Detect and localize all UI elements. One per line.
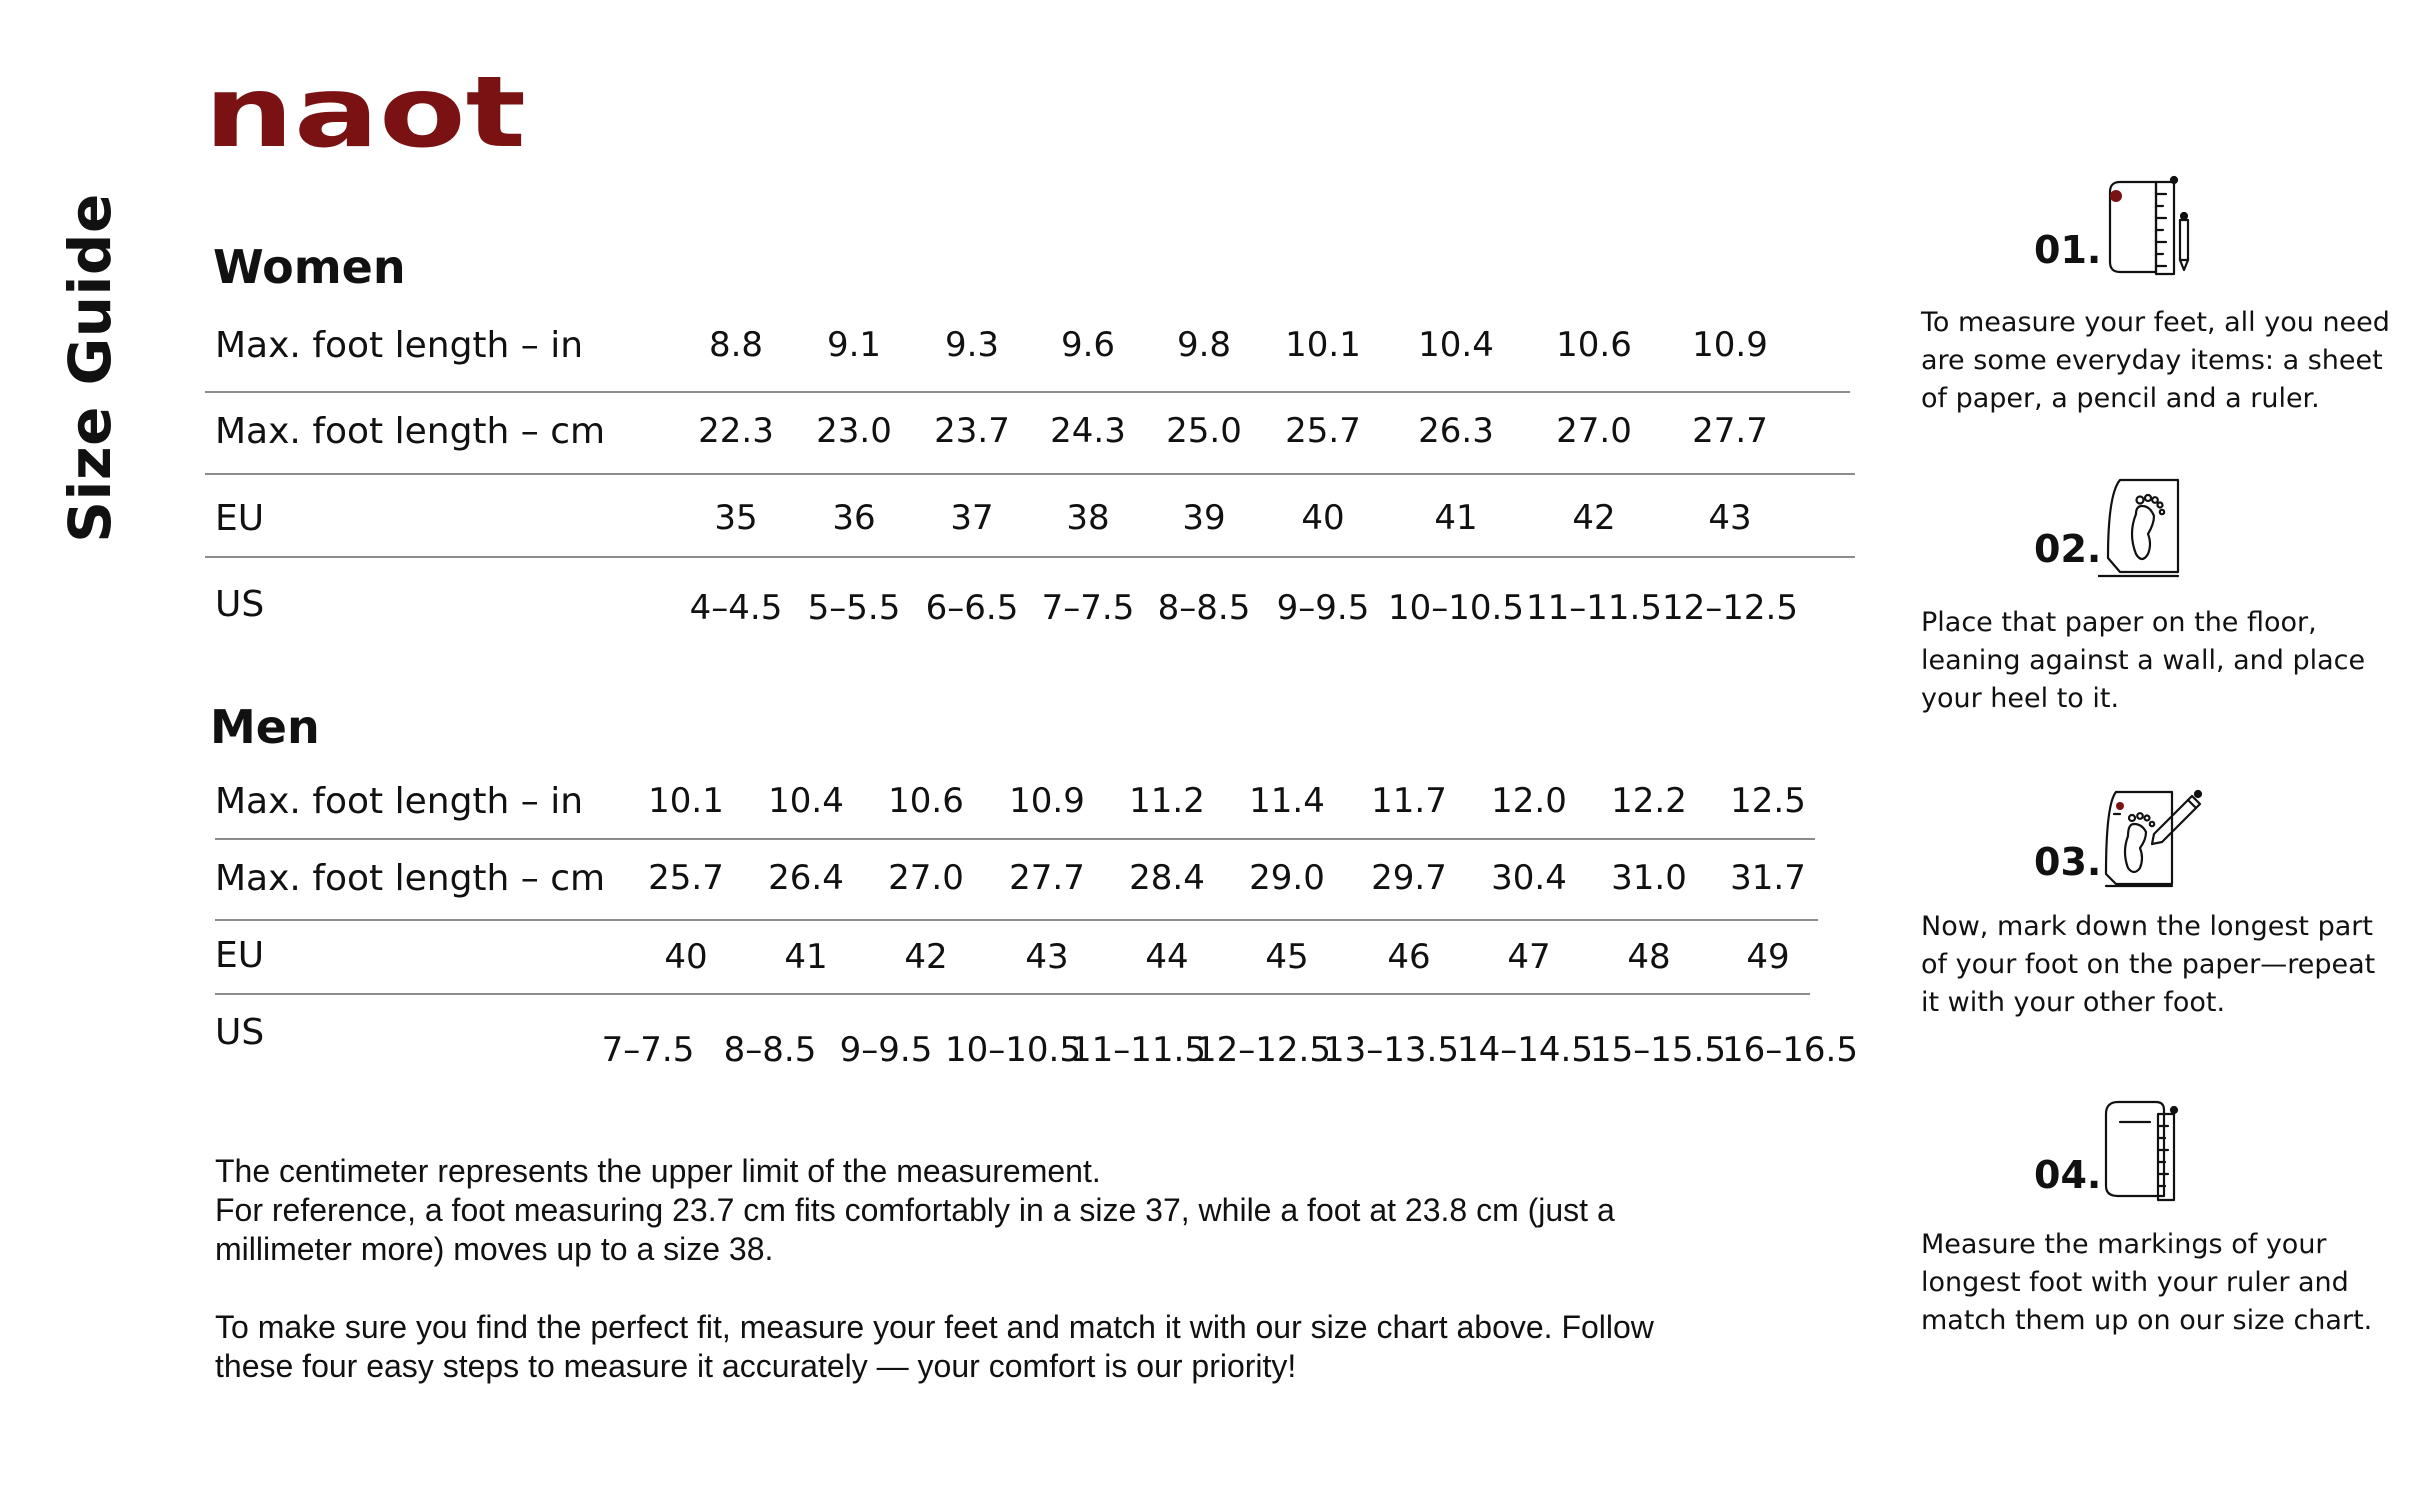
men-cell: 9–9.5 xyxy=(839,1030,933,1070)
men-cell: 47 xyxy=(1507,937,1551,977)
women-cell: 12–12.5 xyxy=(1662,588,1798,628)
men-cell: 10.4 xyxy=(768,781,844,821)
note-line: The centimeter represents the upper limit of the measurement. xyxy=(215,1153,1101,1189)
women-cell: 23.0 xyxy=(816,411,892,451)
women-cell: 42 xyxy=(1572,498,1616,538)
men-cell: 12–12.5 xyxy=(1195,1030,1331,1070)
step-description xyxy=(1921,1226,2372,1340)
women-section-title: Women xyxy=(213,240,406,294)
step-text-line: To measure your feet, all you need xyxy=(1921,307,2390,338)
step-text-line: are some everyday items: a sheet xyxy=(1921,345,2383,376)
men-cell: 49 xyxy=(1746,937,1790,977)
men-cell: 26.4 xyxy=(768,858,844,898)
women-row-label: Max. foot length – cm xyxy=(215,411,606,452)
men-cell: 41 xyxy=(784,937,828,977)
men-cell: 13–13.5 xyxy=(1323,1030,1459,1070)
foot-on-paper-icon xyxy=(2098,474,2198,588)
note-line: To make sure you find the perfect fit, measure your feet and match it with our size chart above. Follow xyxy=(215,1309,1654,1345)
step-text-line: of paper, a pencil and a ruler. xyxy=(1921,383,2320,414)
men-cell: 11.4 xyxy=(1249,781,1325,821)
women-cell: 9.8 xyxy=(1176,325,1232,365)
women-cell: 10–10.5 xyxy=(1388,588,1524,628)
women-cell: 4–4.5 xyxy=(689,588,783,628)
men-cell: 8–8.5 xyxy=(723,1030,817,1070)
women-cell: 25.0 xyxy=(1166,411,1242,451)
women-cell: 38 xyxy=(1066,498,1110,538)
women-cell: 10.4 xyxy=(1418,325,1494,365)
men-cell: 15–15.5 xyxy=(1590,1030,1726,1070)
men-cell: 27.7 xyxy=(1009,858,1085,898)
paper-pencil-ruler-icon xyxy=(2100,172,2200,286)
women-row-label: US xyxy=(215,584,265,625)
table-divider xyxy=(215,838,1815,840)
men-cell: 10.6 xyxy=(888,781,964,821)
women-cell: 37 xyxy=(950,498,994,538)
women-cell: 8–8.5 xyxy=(1157,588,1251,628)
table-divider xyxy=(205,556,1855,558)
step-number: 03. xyxy=(2034,840,2102,884)
step-description xyxy=(1921,304,2390,418)
men-cell: 10.1 xyxy=(648,781,724,821)
men-row-label: Max. foot length – cm xyxy=(215,858,606,899)
men-cell: 12.2 xyxy=(1611,781,1687,821)
step-number: 04. xyxy=(2034,1153,2102,1197)
women-row-label: EU xyxy=(215,498,265,539)
step-description xyxy=(1921,604,2365,718)
women-cell: 27.7 xyxy=(1692,411,1768,451)
page-title: Size Guide xyxy=(56,193,124,543)
men-cell: 12.0 xyxy=(1491,781,1567,821)
women-cell: 40 xyxy=(1301,498,1345,538)
men-cell: 25.7 xyxy=(648,858,724,898)
men-cell: 44 xyxy=(1145,937,1189,977)
women-cell: 8.8 xyxy=(708,325,764,365)
men-cell: 30.4 xyxy=(1491,858,1567,898)
men-cell: 31.0 xyxy=(1611,858,1687,898)
svg-text:naot: naot xyxy=(204,66,526,154)
step-text-line: leaning against a wall, and place xyxy=(1921,645,2366,676)
men-cell: 11–11.5 xyxy=(1070,1030,1206,1070)
women-cell: 9.3 xyxy=(944,325,1000,365)
men-cell: 11.7 xyxy=(1371,781,1447,821)
women-cell: 39 xyxy=(1182,498,1226,538)
men-cell: 45 xyxy=(1265,937,1309,977)
women-cell: 6–6.5 xyxy=(925,588,1019,628)
women-cell: 35 xyxy=(714,498,758,538)
step-text-line: Measure the markings of your xyxy=(1921,1229,2327,1260)
men-section-title: Men xyxy=(210,700,320,754)
men-cell: 43 xyxy=(1025,937,1069,977)
women-cell: 25.7 xyxy=(1285,411,1361,451)
women-cell: 9.6 xyxy=(1060,325,1116,365)
paper-ruler-icon xyxy=(2096,1096,2196,1210)
men-cell: 14–14.5 xyxy=(1457,1030,1593,1070)
women-cell: 43 xyxy=(1708,498,1752,538)
men-cell: 10–10.5 xyxy=(945,1030,1081,1070)
men-cell: 10.9 xyxy=(1009,781,1085,821)
women-cell: 23.7 xyxy=(934,411,1010,451)
women-cell: 10.6 xyxy=(1556,325,1632,365)
women-cell: 10.1 xyxy=(1285,325,1361,365)
men-row-label: Max. foot length – in xyxy=(215,781,584,822)
men-cell: 16–16.5 xyxy=(1722,1030,1858,1070)
men-cell: 31.7 xyxy=(1730,858,1806,898)
women-row-label: Max. foot length – in xyxy=(215,325,584,366)
men-cell: 29.7 xyxy=(1371,858,1447,898)
note-line: millimeter more) moves up to a size 38. xyxy=(215,1231,774,1267)
men-cell: 27.0 xyxy=(888,858,964,898)
men-row-label: EU xyxy=(215,935,265,976)
table-divider xyxy=(215,993,1810,995)
men-cell: 40 xyxy=(664,937,708,977)
naot-logo xyxy=(204,66,534,158)
women-cell: 41 xyxy=(1434,498,1478,538)
women-cell: 10.9 xyxy=(1692,325,1768,365)
step-text-line: Place that paper on the floor, xyxy=(1921,607,2317,638)
step-text-line: longest foot with your ruler and xyxy=(1921,1267,2349,1298)
note-line: these four easy steps to measure it accurately — your comfort is our priority! xyxy=(215,1348,1297,1384)
table-divider xyxy=(205,473,1855,475)
foot-marking-pencil-icon xyxy=(2100,784,2210,898)
women-cell: 5–5.5 xyxy=(807,588,901,628)
men-cell: 11.2 xyxy=(1129,781,1205,821)
men-cell: 29.0 xyxy=(1249,858,1325,898)
women-cell: 36 xyxy=(832,498,876,538)
women-cell: 7–7.5 xyxy=(1041,588,1135,628)
men-cell: 7–7.5 xyxy=(601,1030,695,1070)
step-text-line: Now, mark down the longest part xyxy=(1921,911,2373,942)
women-cell: 27.0 xyxy=(1556,411,1632,451)
men-cell: 42 xyxy=(904,937,948,977)
step-number: 02. xyxy=(2034,527,2102,571)
men-row-label: US xyxy=(215,1012,265,1053)
step-text-line: of your foot on the paper—repeat xyxy=(1921,949,2376,980)
step-number: 01. xyxy=(2034,228,2102,272)
men-cell: 12.5 xyxy=(1730,781,1806,821)
women-cell: 22.3 xyxy=(698,411,774,451)
women-cell: 11–11.5 xyxy=(1526,588,1662,628)
women-cell: 9.1 xyxy=(826,325,882,365)
women-cell: 24.3 xyxy=(1050,411,1126,451)
step-text-line: it with your other foot. xyxy=(1921,987,2226,1018)
step-text-line: match them up on our size chart. xyxy=(1921,1305,2373,1336)
step-description xyxy=(1921,908,2375,1022)
step-text-line: your heel to it. xyxy=(1921,683,2120,714)
table-divider xyxy=(215,919,1818,921)
women-cell: 9–9.5 xyxy=(1276,588,1370,628)
women-cell: 26.3 xyxy=(1418,411,1494,451)
men-cell: 48 xyxy=(1627,937,1671,977)
table-divider xyxy=(205,391,1850,393)
men-cell: 46 xyxy=(1387,937,1431,977)
note-line: For reference, a foot measuring 23.7 cm fits comfortably in a size 37, while a foot at 23.8 cm (just a xyxy=(215,1192,1615,1228)
men-cell: 28.4 xyxy=(1129,858,1205,898)
